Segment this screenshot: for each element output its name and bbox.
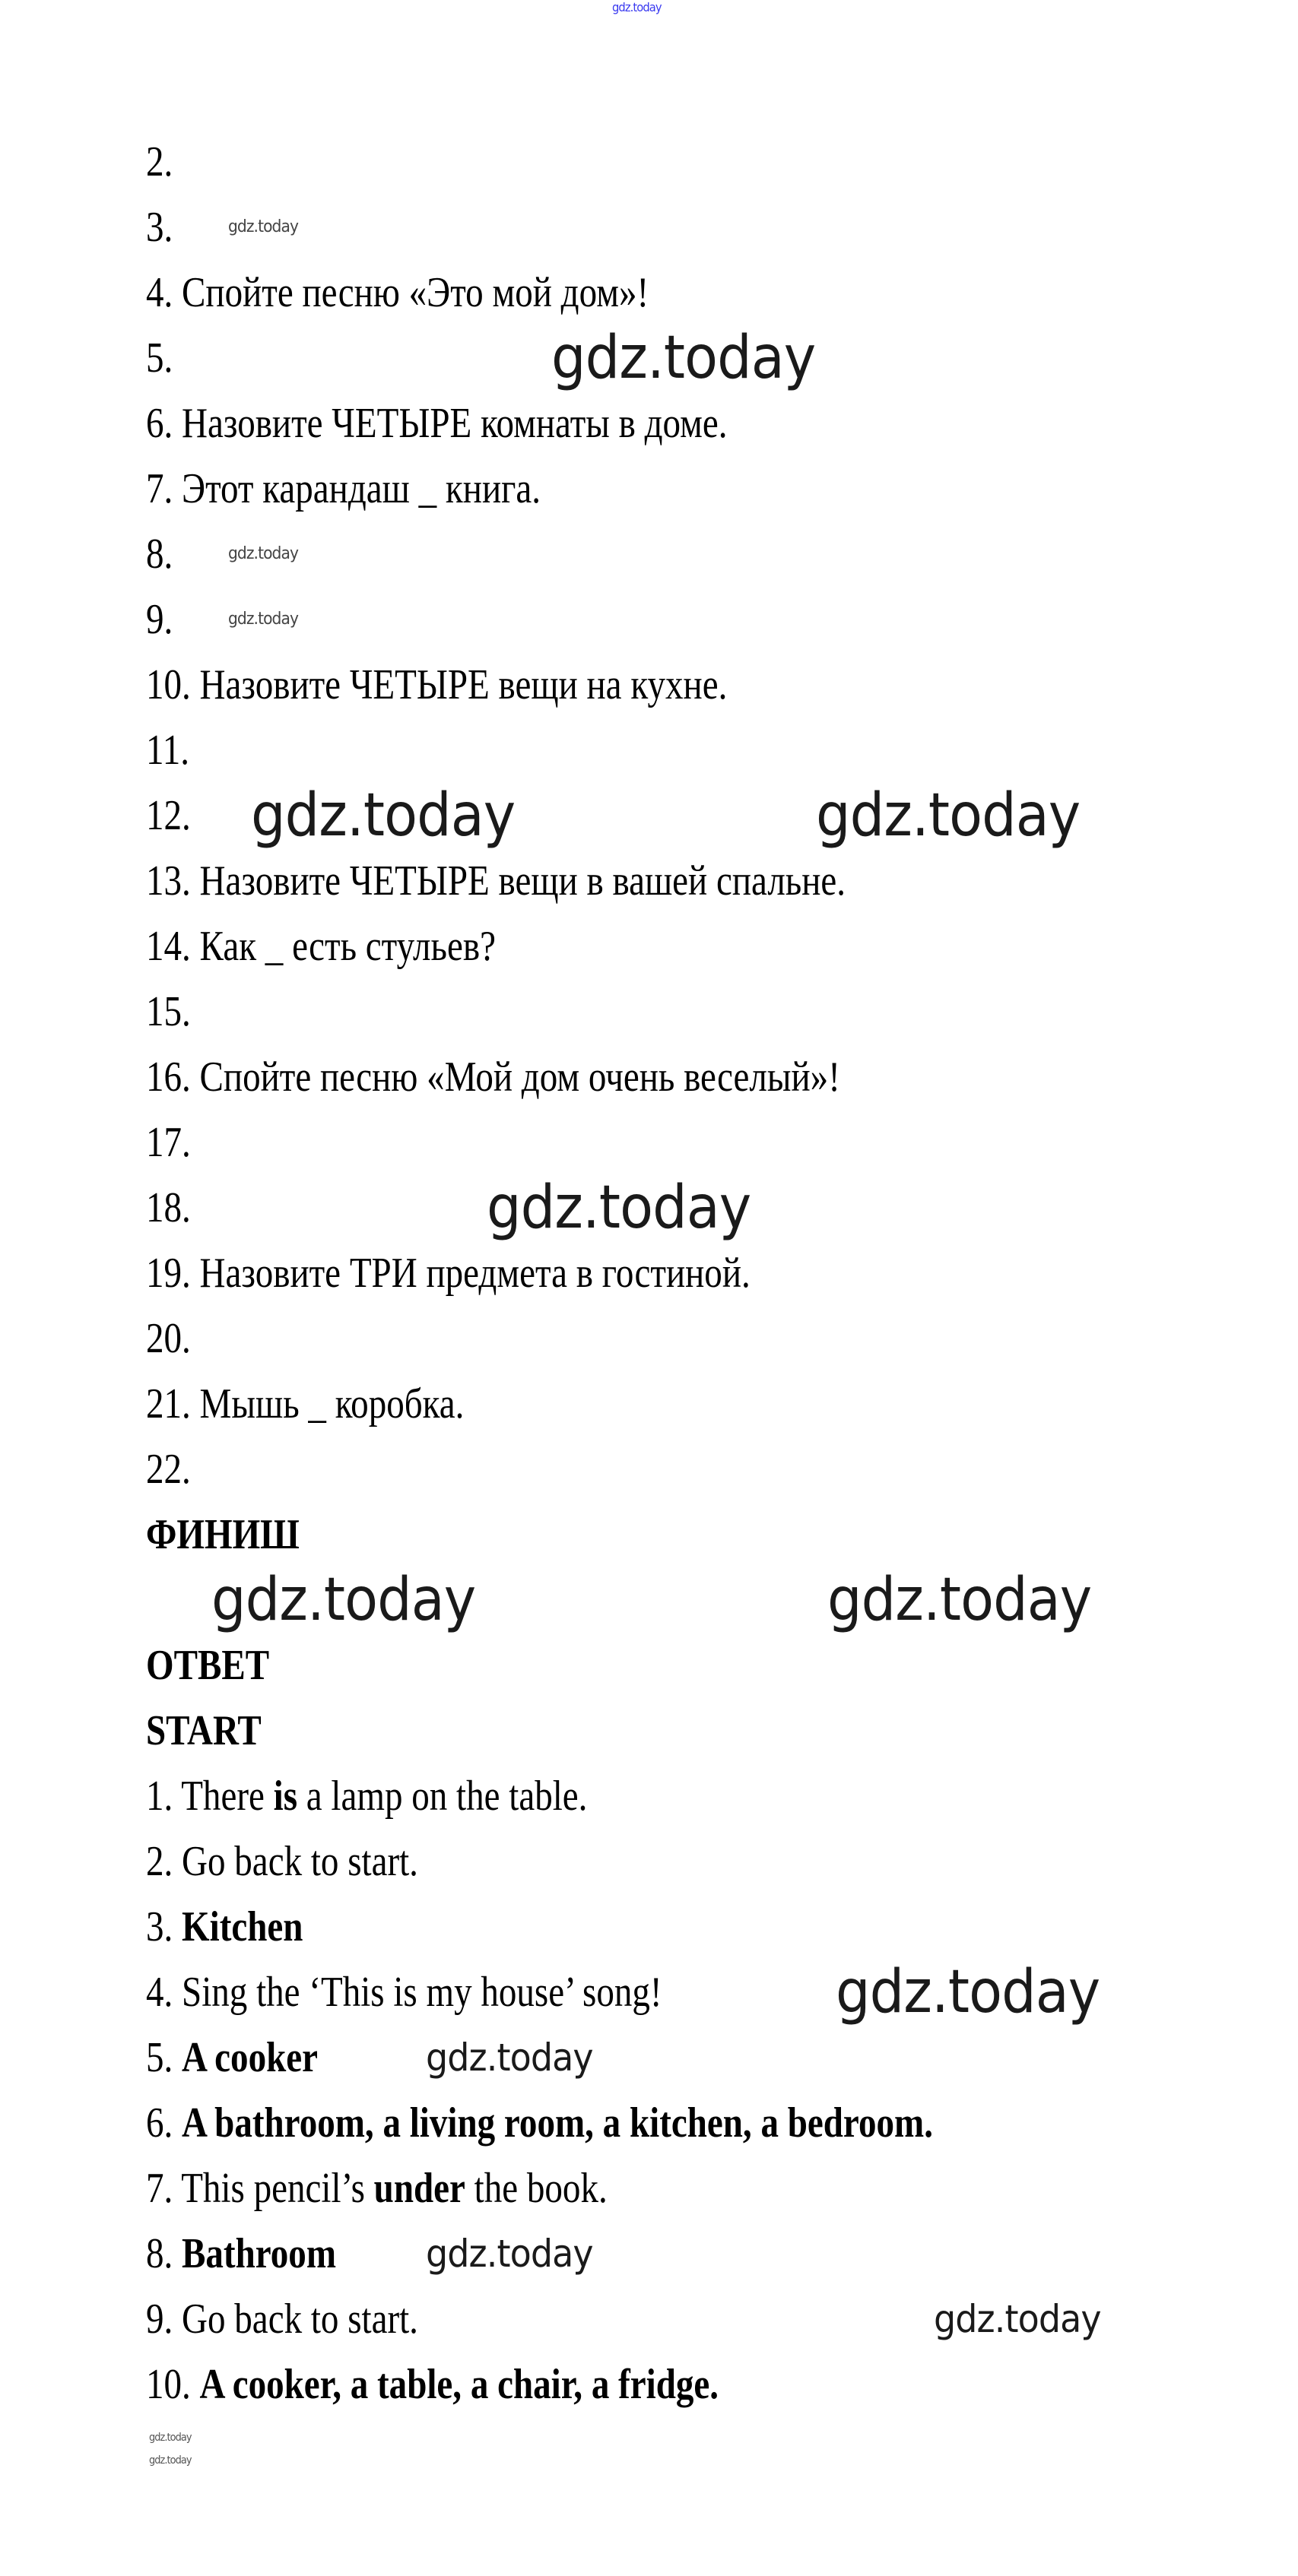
answer-bold-text: A cooker, a table, a chair, a fridge. <box>199 2361 719 2408</box>
answer-item <box>146 1763 587 1829</box>
question-item: 17. <box>146 1119 191 1166</box>
answer-heading: ОТВЕТ <box>146 1642 270 1689</box>
answer-item <box>146 2352 719 2417</box>
answer-bold-text: A cooker <box>182 2034 319 2081</box>
watermark-top: gdz.today <box>612 0 662 14</box>
question-item: 18. <box>146 1184 191 1231</box>
watermark: gdz.today <box>426 2036 593 2080</box>
document-body <box>146 129 1083 2417</box>
answer-item <box>146 2156 608 2221</box>
question-item: 22. <box>146 1446 191 1493</box>
question-item: 9. <box>146 596 173 643</box>
question-item: 20. <box>146 1315 191 1362</box>
watermark: gdz.today <box>251 781 516 850</box>
watermark: gdz.today <box>816 781 1081 850</box>
question-item: 3. <box>146 204 173 251</box>
watermark: gdz.today <box>228 217 299 236</box>
answer-item <box>146 1894 303 1960</box>
answer-bold-text: under <box>373 2165 465 2212</box>
question-item: 4. Спойте песню «Это мой дом»! <box>146 269 649 316</box>
answer-text: 2. Go back to start. <box>146 1838 418 1885</box>
answer-bold-text: Kitchen <box>182 1903 303 1950</box>
question-item: 15. <box>146 988 191 1035</box>
answer-bold-text: Bathroom <box>182 2230 337 2277</box>
watermark: gdz.today <box>426 2232 593 2276</box>
question-item: 14. Как _ есть стульев? <box>146 923 496 970</box>
answer-text: 10. <box>146 2361 200 2408</box>
answer-item <box>146 2090 933 2156</box>
answer-text: a lamp on the table. <box>297 1773 588 1820</box>
answer-text: 8. <box>146 2230 182 2277</box>
answer-item <box>146 1960 662 2025</box>
finish-heading: ФИНИШ <box>146 1511 300 1558</box>
question-item: 16. Спойте песню «Мой дом очень веселый»! <box>146 1054 840 1101</box>
answer-bold-text: A bathroom, a living room, a kitchen, a bedroom. <box>182 2099 933 2147</box>
watermark: gdz.today <box>934 2297 1101 2341</box>
watermark: gdz.today <box>551 324 816 392</box>
start-heading: START <box>146 1707 262 1754</box>
question-item: 19. Назовите ТРИ предмета в гостиной. <box>146 1250 751 1297</box>
question-item: 11. <box>146 727 190 774</box>
answer-text: 5. <box>146 2034 182 2081</box>
watermark: gdz.today <box>836 1958 1100 2026</box>
question-item: 21. Мышь _ коробка. <box>146 1380 465 1427</box>
question-item: 8. <box>146 531 173 578</box>
answer-text: 4. Sing the ‘This is my house’ song! <box>146 1969 662 2016</box>
question-item: 6. Назовите ЧЕТЫРЕ комнаты в доме. <box>146 400 728 447</box>
watermark: gdz.today <box>228 610 299 629</box>
answer-bold-text: is <box>273 1773 298 1820</box>
answer-text: 6. <box>146 2099 182 2147</box>
answer-text: 7. This pencil’s <box>146 2165 374 2212</box>
question-item: 13. Назовите ЧЕТЫРЕ вещи в вашей спальне. <box>146 857 846 905</box>
answer-item <box>146 2221 336 2286</box>
watermark: gdz.today <box>228 544 299 563</box>
watermark: gdz.today <box>149 2432 192 2444</box>
answer-text: 9. Go back to start. <box>146 2296 418 2343</box>
question-item: 7. Этот карандаш _ книга. <box>146 465 541 512</box>
watermark: gdz.today <box>149 2454 192 2467</box>
question-item: 12. <box>146 792 191 839</box>
answer-text: the book. <box>465 2165 608 2212</box>
answer-item <box>146 2025 318 2090</box>
watermark: gdz.today <box>487 1174 751 1242</box>
watermark: gdz.today <box>827 1566 1092 1634</box>
answer-text: 1. There <box>146 1773 274 1820</box>
question-item: 10. Назовите ЧЕТЫРЕ вещи на кухне. <box>146 661 728 708</box>
watermark: gdz.today <box>211 1566 476 1634</box>
answer-item <box>146 2286 418 2352</box>
answer-text: 3. <box>146 1903 182 1950</box>
question-item: 2. <box>146 138 173 185</box>
question-item: 5. <box>146 334 173 382</box>
answer-item <box>146 1829 418 1894</box>
